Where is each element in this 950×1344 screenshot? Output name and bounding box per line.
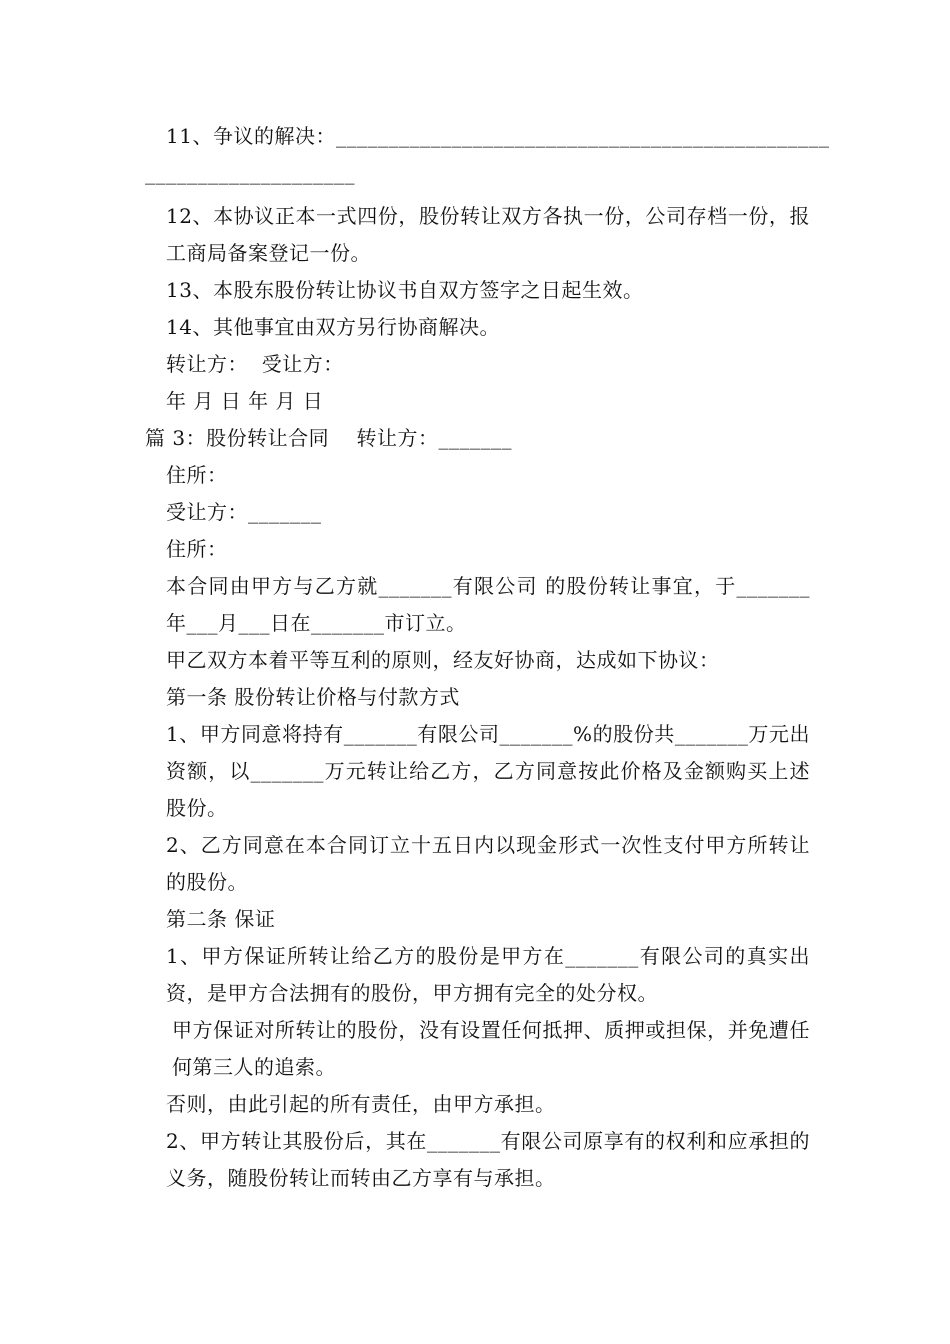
clause-14: 14、其他事宜由双方另行协商解决。 bbox=[166, 315, 500, 339]
signature-line: 转让方： 受让方： bbox=[166, 352, 344, 376]
document-page bbox=[145, 118, 830, 1197]
article-1-clause-1: 1、甲方同意将持有_______有限公司_______%的股份共_______万元出资额，以_______万元转让给乙方，乙方同意按此价格及金额购买上述股份。 bbox=[166, 722, 810, 820]
article-2-heading: 第二条 保证 bbox=[166, 907, 276, 931]
transferor-address: 住所： bbox=[166, 463, 228, 487]
article-2-clause-1: 1、甲方保证所转让给乙方的股份是甲方在_______有限公司的真实出资，是甲方合法拥有的股份，甲方拥有完全的处分权。 bbox=[166, 944, 810, 1005]
article-2-clause-1-liability: 否则，由此引起的所有责任，由甲方承担。 bbox=[166, 1092, 556, 1116]
article-2-clause-2: 2、甲方转让其股份后，其在_______有限公司原享有的权利和应承担的义务，随股份转让而转由乙方享有与承担。 bbox=[166, 1129, 810, 1190]
principle-statement: 甲乙双方本着平等互利的原则，经友好协商，达成如下协议： bbox=[166, 648, 720, 672]
clause-11: 11、争议的解决：_______________________________________________ bbox=[166, 124, 830, 148]
article-2-clause-1-guarantee: 甲方保证对所转让的股份，没有设置任何抵押、质押或担保，并免遭任何第三人的追索。 bbox=[172, 1018, 810, 1079]
article-1-heading: 第一条 股份转让价格与付款方式 bbox=[166, 685, 460, 709]
clause-12: 12、本协议正本一式四份，股份转让双方各执一份，公司存档一份，报工商局备案登记一份。 bbox=[166, 204, 810, 265]
section-3-heading: 篇 3：股份转让合同 转让方：_______ bbox=[145, 426, 513, 450]
clause-13: 13、本股东股份转让协议书自双方签字之日起生效。 bbox=[166, 278, 644, 302]
transferee-line: 受让方：_______ bbox=[166, 500, 322, 524]
article-1-clause-2: 2、乙方同意在本合同订立十五日内以现金形式一次性支付甲方所转让的股份。 bbox=[166, 833, 810, 894]
clause-11-continuation: ____________________ bbox=[145, 161, 355, 185]
date-line: 年 月 日 年 月 日 bbox=[166, 389, 324, 413]
contract-intro: 本合同由甲方与乙方就_______有限公司 的股份转让事宜，于_______年___月___日在_______市订立。 bbox=[166, 574, 810, 635]
transferee-address: 住所： bbox=[166, 537, 228, 561]
